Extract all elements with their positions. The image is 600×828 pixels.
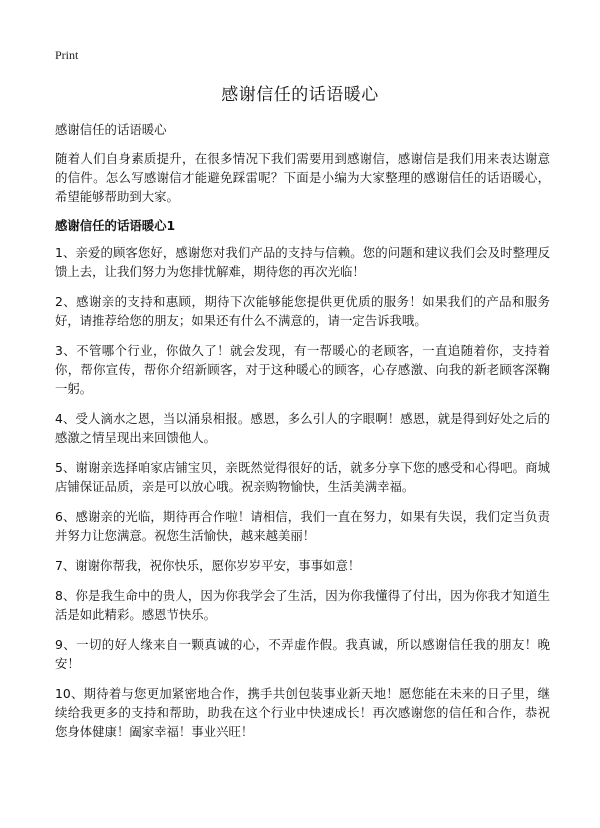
list-item: 7、谢谢你帮我，祝你快乐，愿你岁岁平安，事事如意！ [55, 558, 361, 573]
list-item: 6、感谢亲的光临，期待再合作啦！请相信，我们一直在努力，如果有失误，我们定当负责并努力让您满意。祝您生活愉快，越来越美丽！ [55, 509, 550, 543]
list-item: 5、谢谢亲选择咱家店铺宝贝，亲既然觉得很好的话，就多分享下您的感受和心得吧。商城店铺保证品质，亲是可以放心哦。祝亲购物愉快，生活美满幸福。 [55, 460, 550, 494]
list-item: 10、期待着与您更加紧密地合作，携手共创包装事业新天地！愿您能在未来的日子里，继续给我更多的支持和帮助，助我在这个行业中快速成长！再次感谢您的信任和合作，恭祝您身体健康！阖家幸福！事业兴旺！ [55, 686, 550, 739]
list-item: 3、不管哪个行业，你做久了！就会发现，有一帮暖心的老顾客，一直追随着你，支持着你，帮你宣传，帮你介绍新顾客，对于这种暖心的顾客，心存感激、向我的新老顾客深鞠一躬。 [55, 343, 550, 396]
intro-paragraph: 随着人们自身素质提升，在很多情况下我们需要用到感谢信，感谢信是我们用来表达谢意的信件。怎么写感谢信才能避免踩雷呢？下面是小编为大家整理的感谢信任的话语暖心，希望能够帮助到大家。 [55, 151, 550, 204]
page-title: 感谢信任的话语暖心 [221, 85, 379, 105]
print-label[interactable]: Print [55, 48, 79, 62]
intro-subtitle: 感谢信任的话语暖心 [55, 122, 167, 137]
document-body [55, 120, 550, 752]
list-item: 8、你是我生命中的贵人，因为你我学会了生活，因为你我懂得了付出，因为你我才知道生活是如此精彩。感恩节快乐。 [55, 588, 550, 622]
list-item: 2、感谢亲的支持和惠顾，期待下次能够能您提供更优质的服务！如果我们的产品和服务好，请推荐给您的朋友；如果还有什么不满意的，请一定告诉我哦。 [55, 294, 550, 328]
list-item: 4、受人滴水之恩，当以涌泉相报。感恩，多么引人的字眼啊！感恩，就是得到好处之后的感激之情呈现出来回馈他人。 [55, 411, 550, 445]
list-item: 1、亲爱的顾客您好，感谢您对我们产品的支持与信赖。您的问题和建议我们会及时整理反馈上去，让我们努力为您排忧解难，期待您的再次光临！ [55, 245, 550, 279]
section-heading: 感谢信任的话语暖心1 [55, 218, 176, 233]
list-item: 9、一切的好人缘来自一颗真诚的心，不弄虚作假。我真诚，所以感谢信任我的朋友！晚安！ [55, 637, 550, 671]
